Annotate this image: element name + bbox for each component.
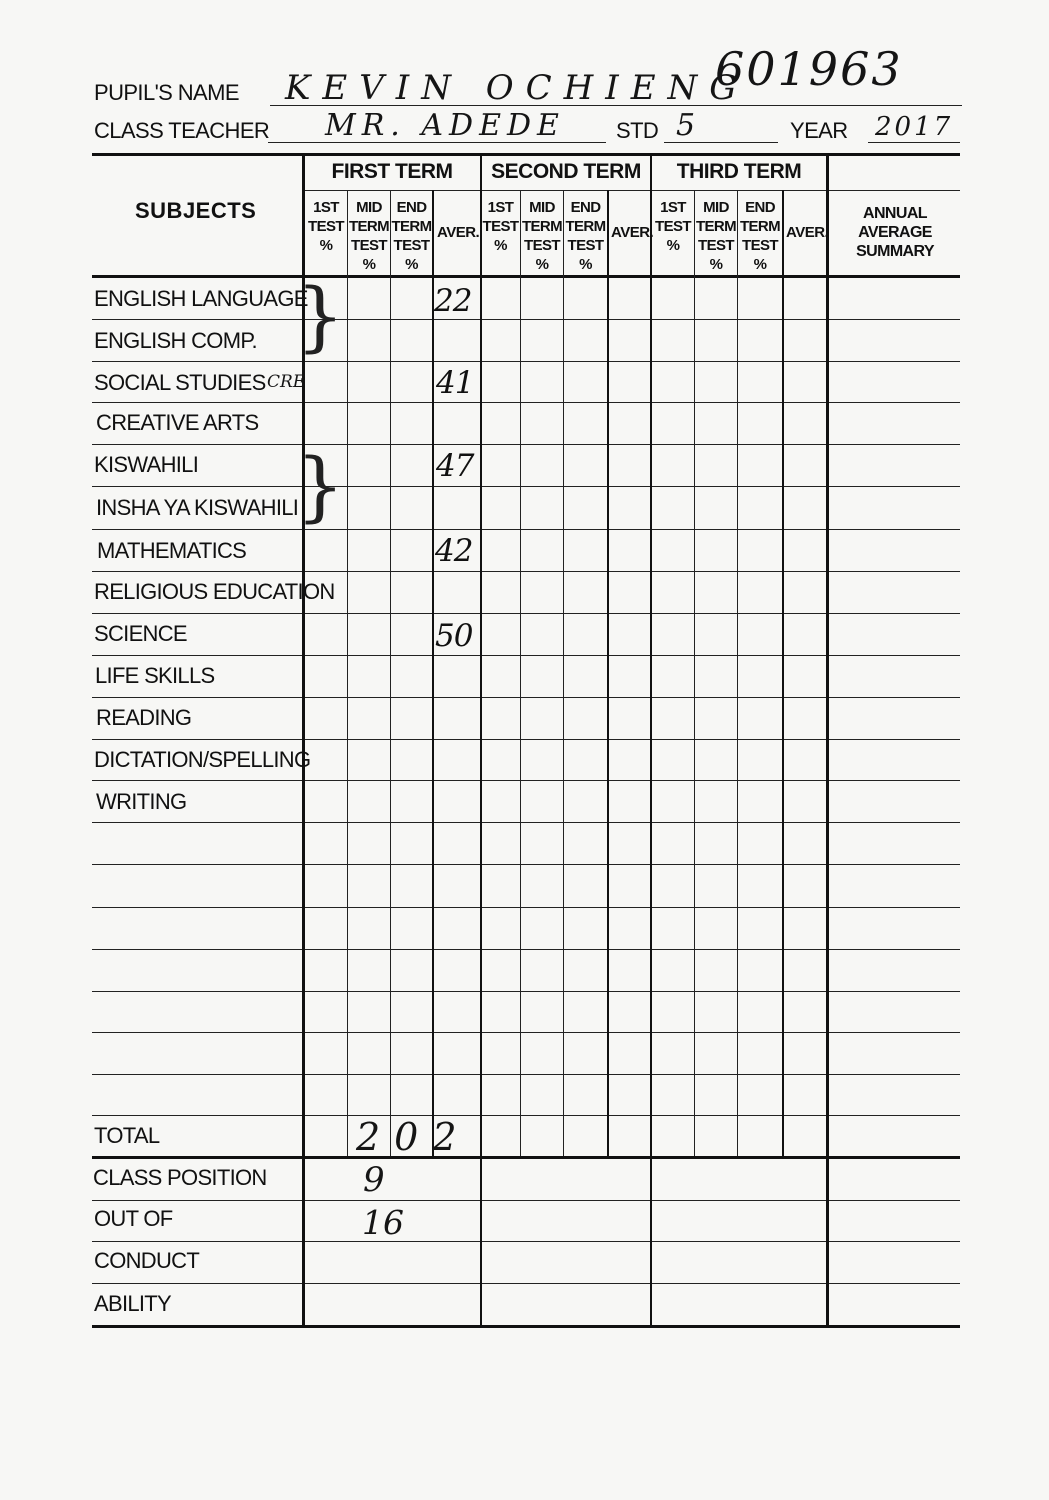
table-top-border [92,153,960,156]
ability-label: ABILITY [94,1291,172,1316]
row-line [92,319,960,320]
col-line [782,190,784,1156]
pupil-name-label: PUPIL'S NAME [94,80,239,105]
social-studies-annotation: CRE [267,372,306,392]
col-end-term-t3: END TERM TEST % [739,199,781,273]
col-mid-term-t2: MID TERM TEST % [521,199,563,273]
subject-creative-arts: CREATIVE ARTS [96,410,259,435]
row-line [92,529,960,530]
col-1st-test-t3: 1ST TEST % [655,199,691,254]
social-studies-first-term-average: 41 [436,365,474,401]
col-aver-t2: AVER. [611,224,654,241]
term-header-divider [304,190,960,191]
col-line [520,190,521,1156]
row-line [92,486,960,487]
col-aver-t1: AVER. [437,224,480,241]
first-term-right-border [480,155,482,1326]
row-line [92,613,960,614]
year-label: YEAR [790,118,848,143]
row-line [92,444,960,445]
row-line [92,1074,960,1075]
subject-science: SCIENCE [94,621,187,646]
subject-english-comp: ENGLISH COMP. [94,328,257,353]
out-of-label: OUT OF [94,1206,173,1231]
subject-writing: WRITING [96,789,187,814]
col-mid-term-t1: MID TERM TEST % [348,199,390,273]
table-bottom-border [92,1325,960,1328]
total-bottom-border [92,1156,960,1159]
subject-english-language: ENGLISH LANGUAGE [94,286,308,311]
row-line [92,402,960,403]
subject-life-skills: LIFE SKILLS [95,663,215,688]
third-term-header: THIRD TERM [676,160,802,183]
row-line [92,991,960,992]
conduct-label: CONDUCT [94,1248,200,1273]
subject-religious-education: RELIGIOUS EDUCATION [94,579,335,604]
std-label: STD [616,118,659,143]
row-line [92,949,960,950]
col-mid-term-t3: MID TERM TEST % [695,199,737,273]
col-line [347,190,348,1156]
english-first-term-average: 22 [434,283,472,319]
col-line [737,190,738,1156]
row-line [92,361,960,362]
col-end-term-t1: END TERM TEST % [391,199,432,273]
row-line [92,822,960,823]
subject-social-studies: SOCIAL STUDIES [94,370,266,395]
std-value: 5 [676,108,696,143]
row-line [92,655,960,656]
col-aver-t3: AVER. [786,224,829,241]
mathematics-first-term-average: 42 [435,533,473,569]
subject-reading: READING [96,705,192,730]
third-term-right-border [826,155,829,1326]
first-term-header: FIRST TERM [331,160,453,183]
row-line [92,1200,960,1201]
col-line [390,190,391,1156]
class-teacher-label: CLASS TEACHER [94,118,270,143]
row-line [92,1115,960,1116]
total-label: TOTAL [94,1123,160,1148]
col-1st-test-t1: 1ST TEST % [308,199,344,254]
total-value: 202 [356,1115,471,1159]
english-group-brace: } [296,271,345,360]
row-line [92,864,960,865]
subject-dictation-spelling: DICTATION/SPELLING [94,747,311,772]
subjects-header: SUBJECTS [135,198,257,223]
annual-average-summary-header: ANNUAL AVERAGE SUMMARY [856,205,934,260]
col-end-term-t2: END TERM TEST % [565,199,606,273]
header-bottom-border [92,275,960,278]
row-line [92,780,960,781]
class-position-value: 9 [363,1160,385,1200]
class-teacher-value: MR. ADEDE [325,108,565,143]
class-position-label: CLASS POSITION [93,1165,267,1190]
second-term-right-border [650,155,652,1326]
col-line [563,190,564,1156]
science-first-term-average: 50 [435,618,473,654]
row-line [92,1032,960,1033]
row-line [92,739,960,740]
admission-number: 601963 [715,42,903,96]
col-line [607,190,609,1156]
pupil-name-value: KEVIN OCHIENG [285,68,749,108]
kiswahili-first-term-average: 47 [436,448,474,484]
second-term-header: SECOND TERM [491,160,641,183]
row-line [92,1283,960,1284]
subject-kiswahili: KISWAHILI [94,452,199,477]
row-line [92,571,960,572]
col-1st-test-t2: 1ST TEST % [482,199,519,254]
kiswahili-group-brace: } [296,441,345,530]
subject-insha-ya-kiswahili: INSHA YA KISWAHILI [96,495,299,520]
subject-mathematics: MATHEMATICS [97,538,247,563]
out-of-value: 16 [362,1203,404,1242]
row-line [92,1241,960,1242]
year-underline [868,142,960,143]
row-line [92,907,960,908]
year-value: 2017 [875,112,954,142]
col-line [432,190,434,1156]
col-line [694,190,695,1156]
row-line [92,697,960,698]
